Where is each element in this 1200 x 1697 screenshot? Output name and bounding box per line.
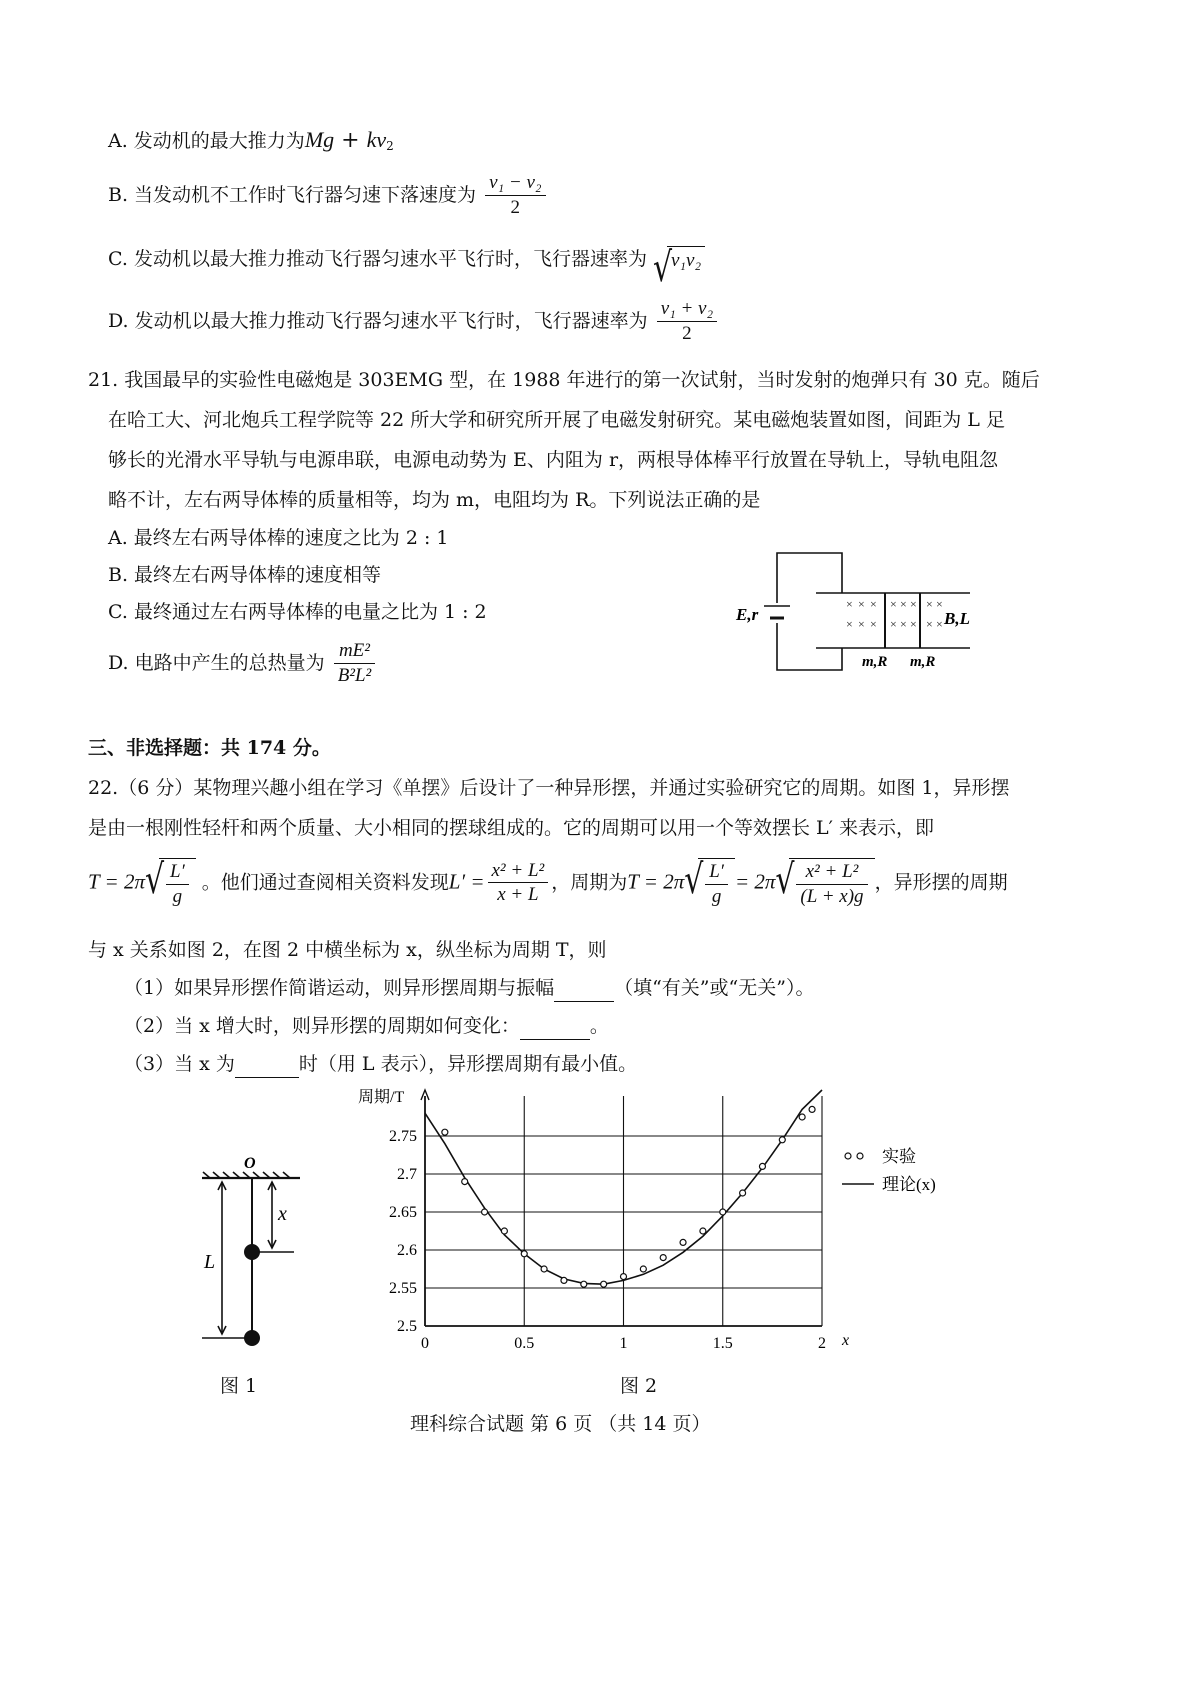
option-a-text: A. 发动机的最大推力为 [108,130,305,152]
data-point [700,1228,706,1234]
frac-denominator: x + L [497,884,539,906]
y-axis-label: 周期/T [358,1089,405,1106]
option-c-text: C. 发动机以最大推力推动飞行器匀速水平飞行时，飞行器速率为 [108,247,647,270]
option-d-text: D. 发动机以最大推力推动飞行器匀速水平飞行时，飞行器速率为 [108,309,648,332]
y-tick-label: 2.65 [389,1204,417,1221]
data-point [660,1255,666,1261]
field-cross-icon: × [846,617,853,631]
sub3-text: （3）当 x 为 [124,1053,235,1075]
q20-option-d [108,298,720,346]
sub1-tail: （填“有关”或“无关”）。 [614,977,815,999]
sqrt-icon: √ [684,856,704,904]
field-cross-icon: × [936,597,943,611]
legend-point-marker [845,1153,851,1159]
q21-stem-line-4: 略不计，左右两导体棒的质量相等，均为 m，电阻均为 R。下列说法正确的是 [108,489,761,511]
pivot-label: O [244,1155,256,1172]
x-tick-label: 0 [421,1335,429,1352]
q21-stem-line-3: 够长的光滑水平导轨与电源串联，电源电动势为 E、内阻为 r，两根导体棒平行放置在导轨上，导轨电阻忽 [108,449,999,471]
q22-line-2: 是由一根刚性轻杆和两个质量、大小相同的摆球组成的。它的周期可以用一个等效摆长 L′ 来表示，即 [88,817,935,839]
formula-sqrt-1 [145,858,196,909]
chart-legend [842,1147,936,1194]
q21-stem-line-2: 在哈工大、河北炮兵工程学院等 22 所大学和研究所开展了电磁发射研究。某电磁炮装置如图，间距为 L 足 [108,409,1005,431]
field-cross-icon: × [890,617,897,631]
option-a-expr-sub: 2 [386,139,394,153]
option-d-text: D. 电路中产生的总热量为 [108,651,325,674]
q21-option-a: A. 最终左右两导体棒的速度之比为 2 : 1 [108,527,449,549]
sub2-text: （2）当 x 增大时，则异形摆的周期如何变化： [124,1015,520,1037]
y-tick-label: 2.55 [389,1280,417,1297]
data-point [740,1190,746,1196]
sqrt-icon: √ [775,856,795,904]
q21-option-c: C. 最终通过左右两导体棒的电量之比为 1 : 2 [108,601,487,623]
frac-numerator: x² + L² [488,860,549,884]
data-point [561,1277,567,1283]
formula-text-2: ，周期为 [551,871,628,894]
rod-right-label: m,R [910,654,936,670]
option-d-fraction [657,298,717,346]
field-cross-icon: × [910,597,917,611]
upper-ball [244,1244,260,1260]
option-d-numerator: v₁ + v₂ [657,298,717,322]
legend-label-experiment: 实验 [882,1147,916,1166]
circuit-wire-bottom [777,623,842,670]
x-axis-label: x [842,1332,850,1349]
field-label: B,L [944,609,970,628]
figure-2-caption: 图 2 [620,1375,658,1397]
data-point [501,1228,507,1234]
frac-denominator: (L + x)g [800,885,864,907]
field-cross-icon: × [926,617,933,631]
series-experiment-points [442,1106,815,1287]
sub1-text: （1）如果异形摆作简谐运动，则异形摆周期与振幅 [124,977,555,999]
q22-sub-2 [124,1014,609,1040]
formula-sqrt-3 [775,858,874,909]
field-cross-icon: × [870,617,877,631]
option-d-numerator: mE² [334,640,376,664]
sqrt-icon: √ [145,856,165,904]
magnetic-field-crosses [846,597,943,631]
rail-gun-circuit-diagram [730,548,990,678]
data-point [640,1266,646,1272]
field-cross-icon: × [890,597,897,611]
frac-numerator: L′ [705,861,728,885]
field-cross-icon: × [936,617,943,631]
data-point [462,1179,468,1185]
answer-blank-2[interactable] [520,1014,590,1040]
circuit-wire-top [777,553,842,603]
x-tick-label: 1 [619,1335,628,1352]
formula-sqrt-2 [684,858,735,909]
q21-option-d [108,640,378,688]
option-d-denominator: 2 [682,322,692,344]
rod-left-label: m,R [862,654,888,670]
answer-blank-1[interactable] [554,976,614,1002]
formula-frac-1 [488,860,549,908]
field-cross-icon: × [910,617,917,631]
option-d-denominator: B²L² [337,664,372,686]
frac-numerator: x² + L² [796,861,867,885]
option-c-sqrt [653,244,705,292]
option-c-radicand: v₁v₂ [667,246,705,274]
legend-point-marker [857,1153,863,1159]
answer-blank-3[interactable] [235,1052,299,1078]
pendulum-figure [190,1148,310,1358]
data-point [720,1209,726,1215]
data-point [799,1114,805,1120]
sub2-tail: 。 [589,1015,609,1037]
field-cross-icon: × [870,597,877,611]
option-a-expr-kv: kv [366,127,387,152]
option-b-numerator: v₁ − v₂ [485,172,545,196]
frac-denominator: g [172,885,183,907]
data-point [601,1281,607,1287]
section-heading: 三、非选择题：共 174 分。 [88,737,331,759]
field-cross-icon: × [858,597,865,611]
q22-line-1: 22.（6 分）某物理兴趣小组在学习《单摆》后设计了一种异形摆，并通过实验研究它的周期。如图 1，异形摆 [88,777,1010,799]
data-point [442,1129,448,1135]
L-label: L [204,1251,216,1273]
q20-option-b [108,172,549,220]
page-footer: 理科综合试题 第 6 页 （共 14 页） [410,1413,711,1435]
data-point [541,1266,547,1272]
y-tick-label: 2.6 [397,1242,417,1259]
period-chart [350,1084,970,1374]
data-point [680,1239,686,1245]
option-a-expr-mg: Mg [304,127,335,152]
q20-option-c [108,244,705,292]
q22-sub-1 [124,976,814,1002]
chart-grid [421,1090,822,1326]
data-point [482,1209,488,1215]
data-point [581,1281,587,1287]
field-cross-icon: × [900,617,907,631]
y-tick-label: 2.7 [397,1166,417,1183]
figure-1-caption: 图 1 [220,1375,258,1397]
formula-frac-Lp-g-2 [705,861,728,909]
formula-T2: T = 2π [627,869,685,894]
q22-line-4: 与 x 关系如图 2，在图 2 中横坐标为 x，纵坐标为周期 T，则 [88,939,607,961]
frac-numerator: L′ [166,861,189,885]
field-cross-icon: × [858,617,865,631]
data-point [759,1163,765,1169]
formula-frac-Lp-g [166,861,189,909]
x-tick-label: 2 [818,1335,826,1352]
field-cross-icon: × [846,597,853,611]
data-point [779,1137,785,1143]
data-point [621,1274,627,1280]
field-cross-icon: × [926,597,933,611]
y-tick-label: 2.75 [389,1128,417,1145]
data-point [809,1106,815,1112]
source-label: E,r [736,605,759,624]
option-b-denominator: 2 [510,196,521,218]
q21-stem-line-1: 21. 我国最早的实验性电磁炮是 303EMG 型，在 1988 年进行的第一次试射，当时发射的炮弹只有 30 克。随后 [88,369,1040,391]
field-cross-icon: × [900,597,907,611]
q22-formula-line [88,858,1008,909]
formula-T: T = 2π [88,869,145,894]
data-point [521,1251,527,1257]
option-a-expr-plus: + [334,128,367,153]
q20-option-a [108,126,394,156]
sqrt-icon: √ [653,244,673,292]
q22-sub-3 [124,1052,637,1078]
legend-label-theory: 理论(x) [882,1175,936,1194]
x-label: x [278,1203,287,1225]
sub3-tail: 时（用 L 表示），异形摆周期有最小值。 [298,1053,638,1075]
formula-text-3: ，异形摆的周期 [874,871,1008,894]
option-d-fraction [334,640,376,688]
option-b-text: B. 当发动机不工作时飞行器匀速下落速度为 [108,183,477,206]
frac-denominator: g [711,885,722,907]
formula-L-eq: L′ = [448,869,485,894]
formula-text-1: 。他们通过查阅相关资料发现 [201,871,449,894]
formula-frac-2 [796,861,867,909]
option-b-fraction [485,172,545,220]
q21-option-b: B. 最终左右两导体棒的速度相等 [108,564,382,586]
x-tick-label: 1.5 [712,1335,733,1352]
y-tick-label: 2.5 [397,1318,417,1335]
x-tick-label: 0.5 [514,1335,535,1352]
formula-eq2: = 2π [734,869,776,894]
lower-ball [244,1330,260,1346]
